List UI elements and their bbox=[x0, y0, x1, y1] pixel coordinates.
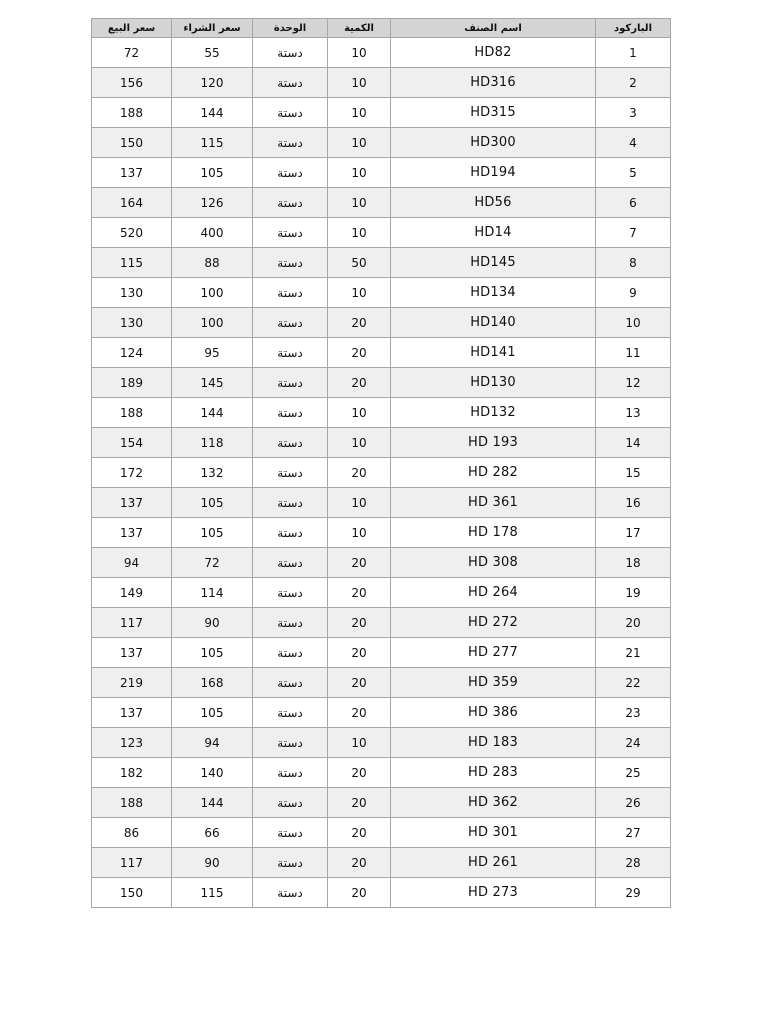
barcode-cell: 3 bbox=[596, 98, 671, 128]
quantity-cell: 10 bbox=[328, 68, 391, 98]
item-name-cell: HD 273 bbox=[391, 878, 596, 908]
quantity-cell: 10 bbox=[328, 488, 391, 518]
barcode-cell: 11 bbox=[596, 338, 671, 368]
table-row bbox=[92, 98, 671, 128]
table-row bbox=[92, 428, 671, 458]
unit-cell: دستة bbox=[253, 218, 328, 248]
table-row bbox=[92, 368, 671, 398]
purchase-price-cell: 118 bbox=[172, 428, 253, 458]
unit-cell: دستة bbox=[253, 188, 328, 218]
unit-cell: دستة bbox=[253, 38, 328, 68]
purchase-price-cell: 144 bbox=[172, 788, 253, 818]
table-row bbox=[92, 638, 671, 668]
purchase-price-cell: 400 bbox=[172, 218, 253, 248]
purchase-price-cell: 105 bbox=[172, 158, 253, 188]
quantity-cell: 20 bbox=[328, 338, 391, 368]
barcode-cell: 27 bbox=[596, 818, 671, 848]
sale-price-cell: 123 bbox=[92, 728, 172, 758]
unit-cell: دستة bbox=[253, 578, 328, 608]
sale-price-cell: 86 bbox=[92, 818, 172, 848]
table-row bbox=[92, 728, 671, 758]
purchase-price-cell: 105 bbox=[172, 638, 253, 668]
table-row bbox=[92, 188, 671, 218]
column-header-item-name: اسم الصنف bbox=[391, 19, 596, 38]
quantity-cell: 20 bbox=[328, 668, 391, 698]
item-name-cell: HD134 bbox=[391, 278, 596, 308]
purchase-price-cell: 90 bbox=[172, 608, 253, 638]
item-name-cell: HD130 bbox=[391, 368, 596, 398]
sale-price-cell: 520 bbox=[92, 218, 172, 248]
table-row bbox=[92, 248, 671, 278]
barcode-cell: 12 bbox=[596, 368, 671, 398]
item-name-cell: HD 183 bbox=[391, 728, 596, 758]
table-row bbox=[92, 38, 671, 68]
sale-price-cell: 115 bbox=[92, 248, 172, 278]
sale-price-cell: 150 bbox=[92, 878, 172, 908]
sale-price-cell: 154 bbox=[92, 428, 172, 458]
table-row bbox=[92, 668, 671, 698]
item-name-cell: HD14 bbox=[391, 218, 596, 248]
sale-price-cell: 164 bbox=[92, 188, 172, 218]
barcode-cell: 10 bbox=[596, 308, 671, 338]
table-row bbox=[92, 338, 671, 368]
barcode-cell: 20 bbox=[596, 608, 671, 638]
sale-price-cell: 182 bbox=[92, 758, 172, 788]
column-header-barcode: الباركود bbox=[596, 19, 671, 38]
unit-cell: دستة bbox=[253, 398, 328, 428]
purchase-price-cell: 66 bbox=[172, 818, 253, 848]
item-name-cell: HD 264 bbox=[391, 578, 596, 608]
purchase-price-cell: 115 bbox=[172, 878, 253, 908]
table-row bbox=[92, 878, 671, 908]
sale-price-cell: 130 bbox=[92, 278, 172, 308]
barcode-cell: 25 bbox=[596, 758, 671, 788]
unit-cell: دستة bbox=[253, 758, 328, 788]
purchase-price-cell: 95 bbox=[172, 338, 253, 368]
item-name-cell: HD 193 bbox=[391, 428, 596, 458]
sale-price-cell: 117 bbox=[92, 848, 172, 878]
purchase-price-cell: 140 bbox=[172, 758, 253, 788]
quantity-cell: 20 bbox=[328, 698, 391, 728]
quantity-cell: 20 bbox=[328, 608, 391, 638]
item-name-cell: HD 178 bbox=[391, 518, 596, 548]
quantity-cell: 20 bbox=[328, 638, 391, 668]
item-name-cell: HD140 bbox=[391, 308, 596, 338]
quantity-cell: 20 bbox=[328, 578, 391, 608]
item-name-cell: HD 301 bbox=[391, 818, 596, 848]
header-row bbox=[92, 19, 671, 38]
purchase-price-cell: 90 bbox=[172, 848, 253, 878]
barcode-cell: 14 bbox=[596, 428, 671, 458]
quantity-cell: 10 bbox=[328, 728, 391, 758]
purchase-price-cell: 105 bbox=[172, 518, 253, 548]
sale-price-cell: 156 bbox=[92, 68, 172, 98]
unit-cell: دستة bbox=[253, 338, 328, 368]
quantity-cell: 20 bbox=[328, 878, 391, 908]
purchase-price-cell: 72 bbox=[172, 548, 253, 578]
purchase-price-cell: 145 bbox=[172, 368, 253, 398]
purchase-price-cell: 114 bbox=[172, 578, 253, 608]
purchase-price-cell: 120 bbox=[172, 68, 253, 98]
quantity-cell: 50 bbox=[328, 248, 391, 278]
quantity-cell: 20 bbox=[328, 548, 391, 578]
table-row bbox=[92, 68, 671, 98]
purchase-price-cell: 105 bbox=[172, 488, 253, 518]
item-name-cell: HD 272 bbox=[391, 608, 596, 638]
item-name-cell: HD 283 bbox=[391, 758, 596, 788]
item-name-cell: HD194 bbox=[391, 158, 596, 188]
unit-cell: دستة bbox=[253, 668, 328, 698]
quantity-cell: 10 bbox=[328, 218, 391, 248]
unit-cell: دستة bbox=[253, 368, 328, 398]
item-name-cell: HD82 bbox=[391, 38, 596, 68]
unit-cell: دستة bbox=[253, 488, 328, 518]
sale-price-cell: 150 bbox=[92, 128, 172, 158]
quantity-cell: 10 bbox=[328, 158, 391, 188]
sale-price-cell: 188 bbox=[92, 398, 172, 428]
barcode-cell: 18 bbox=[596, 548, 671, 578]
barcode-cell: 9 bbox=[596, 278, 671, 308]
table-row bbox=[92, 218, 671, 248]
item-name-cell: HD300 bbox=[391, 128, 596, 158]
sale-price-cell: 188 bbox=[92, 788, 172, 818]
table-row bbox=[92, 788, 671, 818]
unit-cell: دستة bbox=[253, 158, 328, 188]
table-row bbox=[92, 278, 671, 308]
quantity-cell: 20 bbox=[328, 848, 391, 878]
barcode-cell: 22 bbox=[596, 668, 671, 698]
barcode-cell: 26 bbox=[596, 788, 671, 818]
item-name-cell: HD316 bbox=[391, 68, 596, 98]
table-row bbox=[92, 158, 671, 188]
unit-cell: دستة bbox=[253, 878, 328, 908]
barcode-cell: 1 bbox=[596, 38, 671, 68]
unit-cell: دستة bbox=[253, 128, 328, 158]
sale-price-cell: 172 bbox=[92, 458, 172, 488]
column-header-unit: الوحدة bbox=[253, 19, 328, 38]
table-row bbox=[92, 488, 671, 518]
barcode-cell: 6 bbox=[596, 188, 671, 218]
sale-price-cell: 94 bbox=[92, 548, 172, 578]
quantity-cell: 20 bbox=[328, 758, 391, 788]
quantity-cell: 10 bbox=[328, 278, 391, 308]
item-name-cell: HD56 bbox=[391, 188, 596, 218]
purchase-price-cell: 88 bbox=[172, 248, 253, 278]
barcode-cell: 8 bbox=[596, 248, 671, 278]
column-header-quantity: الكمية bbox=[328, 19, 391, 38]
table-row bbox=[92, 578, 671, 608]
purchase-price-cell: 115 bbox=[172, 128, 253, 158]
purchase-price-cell: 144 bbox=[172, 98, 253, 128]
sale-price-cell: 117 bbox=[92, 608, 172, 638]
sale-price-cell: 137 bbox=[92, 488, 172, 518]
purchase-price-cell: 144 bbox=[172, 398, 253, 428]
unit-cell: دستة bbox=[253, 428, 328, 458]
sale-price-cell: 137 bbox=[92, 638, 172, 668]
unit-cell: دستة bbox=[253, 848, 328, 878]
item-name-cell: HD315 bbox=[391, 98, 596, 128]
barcode-cell: 16 bbox=[596, 488, 671, 518]
table-row bbox=[92, 818, 671, 848]
unit-cell: دستة bbox=[253, 548, 328, 578]
barcode-cell: 24 bbox=[596, 728, 671, 758]
table-row bbox=[92, 398, 671, 428]
item-name-cell: HD 282 bbox=[391, 458, 596, 488]
unit-cell: دستة bbox=[253, 308, 328, 338]
table-body bbox=[92, 38, 671, 908]
quantity-cell: 10 bbox=[328, 128, 391, 158]
table-row bbox=[92, 608, 671, 638]
sale-price-cell: 137 bbox=[92, 158, 172, 188]
item-name-cell: HD 361 bbox=[391, 488, 596, 518]
item-name-cell: HD 359 bbox=[391, 668, 596, 698]
sale-price-cell: 149 bbox=[92, 578, 172, 608]
quantity-cell: 10 bbox=[328, 428, 391, 458]
table-row bbox=[92, 758, 671, 788]
barcode-cell: 15 bbox=[596, 458, 671, 488]
unit-cell: دستة bbox=[253, 698, 328, 728]
quantity-cell: 10 bbox=[328, 98, 391, 128]
column-header-sale-price: سعر البيع bbox=[92, 19, 172, 38]
sale-price-cell: 130 bbox=[92, 308, 172, 338]
purchase-price-cell: 132 bbox=[172, 458, 253, 488]
unit-cell: دستة bbox=[253, 248, 328, 278]
sale-price-cell: 219 bbox=[92, 668, 172, 698]
barcode-cell: 17 bbox=[596, 518, 671, 548]
sale-price-cell: 189 bbox=[92, 368, 172, 398]
sale-price-cell: 137 bbox=[92, 698, 172, 728]
unit-cell: دستة bbox=[253, 278, 328, 308]
sale-price-cell: 124 bbox=[92, 338, 172, 368]
purchase-price-cell: 105 bbox=[172, 698, 253, 728]
quantity-cell: 10 bbox=[328, 398, 391, 428]
sale-price-cell: 72 bbox=[92, 38, 172, 68]
barcode-cell: 2 bbox=[596, 68, 671, 98]
quantity-cell: 20 bbox=[328, 818, 391, 848]
item-name-cell: HD 362 bbox=[391, 788, 596, 818]
purchase-price-cell: 94 bbox=[172, 728, 253, 758]
barcode-cell: 19 bbox=[596, 578, 671, 608]
item-name-cell: HD 386 bbox=[391, 698, 596, 728]
table-row bbox=[92, 458, 671, 488]
unit-cell: دستة bbox=[253, 638, 328, 668]
unit-cell: دستة bbox=[253, 458, 328, 488]
price-list-table bbox=[91, 18, 671, 908]
item-name-cell: HD132 bbox=[391, 398, 596, 428]
quantity-cell: 20 bbox=[328, 458, 391, 488]
quantity-cell: 10 bbox=[328, 38, 391, 68]
item-name-cell: HD 308 bbox=[391, 548, 596, 578]
purchase-price-cell: 126 bbox=[172, 188, 253, 218]
item-name-cell: HD141 bbox=[391, 338, 596, 368]
item-name-cell: HD 261 bbox=[391, 848, 596, 878]
table-row bbox=[92, 548, 671, 578]
purchase-price-cell: 100 bbox=[172, 278, 253, 308]
purchase-price-cell: 55 bbox=[172, 38, 253, 68]
barcode-cell: 23 bbox=[596, 698, 671, 728]
quantity-cell: 10 bbox=[328, 188, 391, 218]
unit-cell: دستة bbox=[253, 518, 328, 548]
table-row bbox=[92, 848, 671, 878]
purchase-price-cell: 100 bbox=[172, 308, 253, 338]
barcode-cell: 13 bbox=[596, 398, 671, 428]
barcode-cell: 4 bbox=[596, 128, 671, 158]
table-row bbox=[92, 698, 671, 728]
table-row bbox=[92, 518, 671, 548]
barcode-cell: 28 bbox=[596, 848, 671, 878]
unit-cell: دستة bbox=[253, 98, 328, 128]
unit-cell: دستة bbox=[253, 728, 328, 758]
table-row bbox=[92, 128, 671, 158]
quantity-cell: 20 bbox=[328, 788, 391, 818]
table-row bbox=[92, 308, 671, 338]
unit-cell: دستة bbox=[253, 68, 328, 98]
barcode-cell: 5 bbox=[596, 158, 671, 188]
price-list-sheet bbox=[91, 18, 670, 908]
quantity-cell: 20 bbox=[328, 368, 391, 398]
unit-cell: دستة bbox=[253, 788, 328, 818]
sale-price-cell: 188 bbox=[92, 98, 172, 128]
barcode-cell: 7 bbox=[596, 218, 671, 248]
quantity-cell: 10 bbox=[328, 518, 391, 548]
barcode-cell: 21 bbox=[596, 638, 671, 668]
quantity-cell: 20 bbox=[328, 308, 391, 338]
unit-cell: دستة bbox=[253, 608, 328, 638]
column-header-purchase-price: سعر الشراء bbox=[172, 19, 253, 38]
table-header bbox=[92, 19, 671, 38]
barcode-cell: 29 bbox=[596, 878, 671, 908]
sale-price-cell: 137 bbox=[92, 518, 172, 548]
item-name-cell: HD145 bbox=[391, 248, 596, 278]
purchase-price-cell: 168 bbox=[172, 668, 253, 698]
item-name-cell: HD 277 bbox=[391, 638, 596, 668]
unit-cell: دستة bbox=[253, 818, 328, 848]
